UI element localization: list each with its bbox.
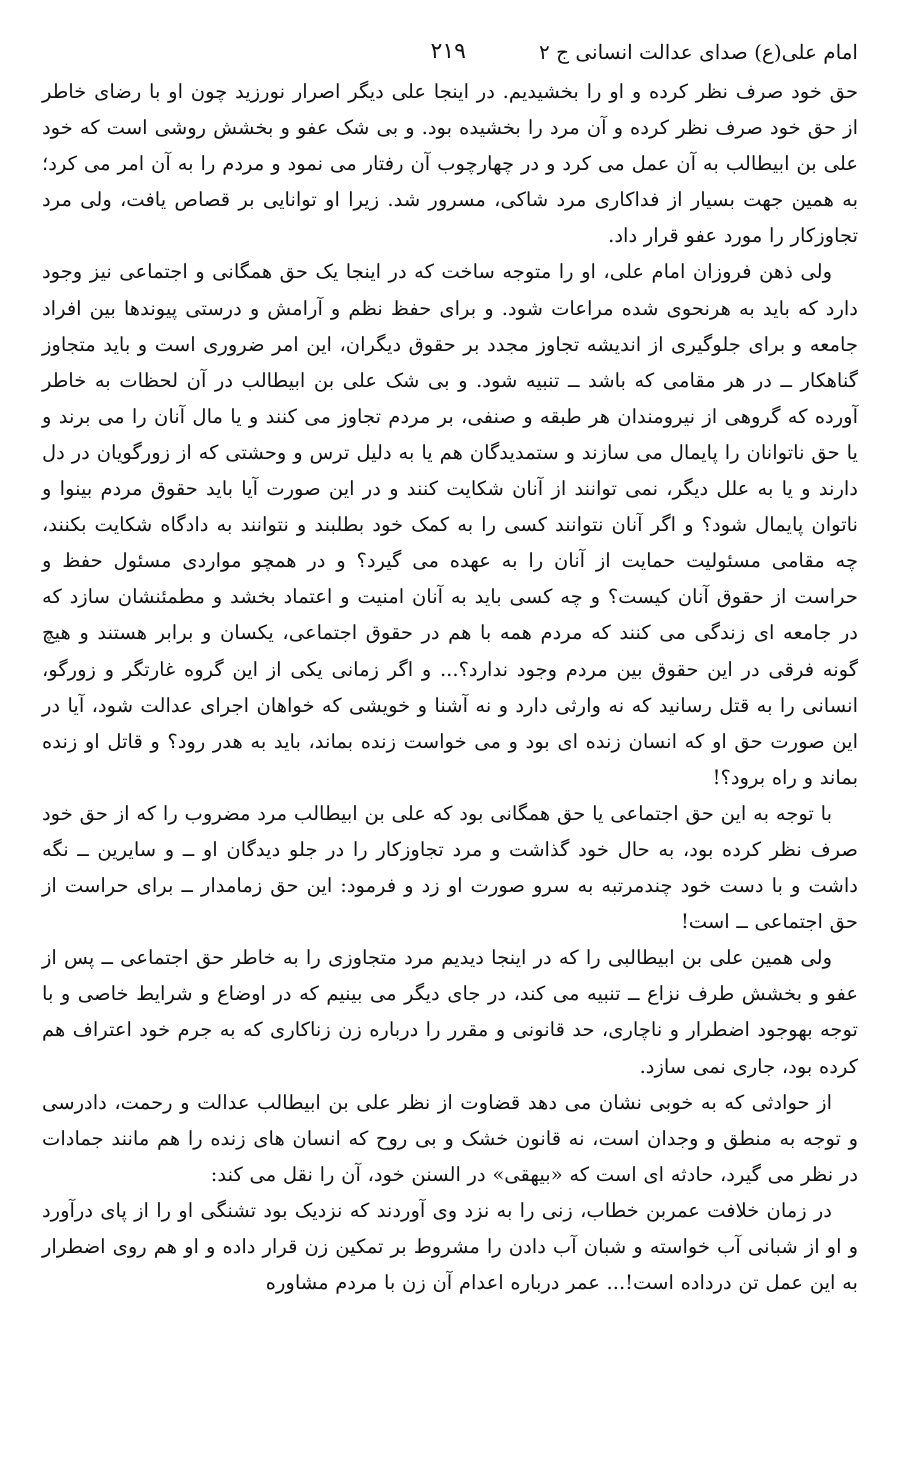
page-header bbox=[42, 30, 858, 74]
paragraph-2: ولی ذهن فروزان امام علی، او را متوجه ساخت که در اینجا یک حق همگانی و اجتماعی نیز وجود دارد که باید به هرنحوی شده مراعات شود. و برای حفظ نظم و آرامش و درستی پیوندها بین افراد جامعه و برای جلوگیری از اندیشه تجاوز مجدد بر حقوق دیگران، این امر ضروری است و باید متجاوز گناهکار ــ در هر مقامی که باشد ــ تنبیه شود. و بی شک علی بن ابیطالب در آن لحظات به خاطر آورده که گروهی از نیرومندان هر طبقه و صنفی، بر مردم تجاوز می کنند و یا مال آنان را می برند و یا حق ناتوانان را پایمال می سازند و ستمدیدگان هم یا به دلیل ترس و وحشتی که از زورگویان در دل دارند و یا به علل دیگر، نمی توانند از آنان شکایت کنند و در این صورت آیا باید حقوق مردم بینوا و ناتوان پایمال شود؟ و اگر آنان نتوانند کسی را به کمک خود بطلبند و نتوانند به دادگاه شکایت بکنند، چه مقامی مسئولیت حمایت از آنان را به عهده می گیرد؟ و در همچو مواردی مسئول حفظ و حراست از حقوق آنان کیست؟ و چه کسی باید به آنان امنیت و اعتماد بخشد و مطمئنشان سازد که در جامعه ای زندگی می کنند که مردم همه با هم در حقوق اجتماعی، یکسان و برابر هستند و هیچ گونه فرقی در این حقوق بین مردم وجود ندارد؟... و اگر زمانی یکی از این گروه غارتگر و زورگو، انسانی را به قتل رسانید که نه وارثی دارد و نه آشنا و خویشی که خواهان اجرای عدالت شود، آیا در این صورت حق او که انسان زنده ای بود و می خواست زنده بماند، باید به هدر رود؟ و قاتل او زنده بماند و راه برود؟! bbox=[42, 260, 858, 789]
paragraph-3: با توجه به این حق اجتماعی یا حق همگانی بود که علی بن ابیطالب مرد مضروب را که از حق خود صرف نظر کرده بود، به حال خود گذاشت و مرد تجاوزکار را در جلو دیدگان او ــ و سایرین ــ نگه داشت و با دست خود چندمرتبه به سرو صورت او زد و فرمود: این حق زمامدار ــ برای حراست از حق اجتماعی ــ است! bbox=[42, 801, 858, 934]
paragraph-1: حق خود صرف نظر کرده و او را بخشیدیم. در اینجا علی دیگر اصرار نورزید چون او با رضای خاطر از حق خود صرف نظر کرده و آن مرد را بخشیده بود. و بی شک عفو و بخشش روشی است که خود علی بن ابیطالب به آن عمل می کرد و در چهارچوب آن رفتار می نمود و مردم را به آن امر می کرد؛ به همین جهت بسیار از فداکاری مرد شاکی، مسرور شد. زیرا او توانایی بر قصاص یافت، ولی مرد تجاوزکار را مورد عفو قرار داد. bbox=[42, 80, 858, 248]
book-page bbox=[42, 30, 858, 1301]
paragraph-6: در زمان خلافت عمربن خطاب، زنی را به نزد وی آوردند که نزدیک بود تشنگی او را از پای درآورد و او از شبانی آب خواسته و شبان آب دادن را مشروط بر تمکین زن قرار داده و او هم روی اضطرار به این عمل تن درداده است!... عمر درباره اعدام آن زن با مردم مشاوره bbox=[42, 1198, 858, 1295]
paragraph-5: از حوادثی که به خوبی نشان می دهد قضاوت از نظر علی بن ابیطالب عدالت و رحمت، دادرسی و توجه به منطق و وجدان است، نه قانون خشک و بی روح که انسان های زنده را هم مانند جمادات در نظر می گیرد، حادثه ای است که «بیهقی» در السنن خود، آن را نقل می کند: bbox=[42, 1090, 858, 1186]
running-title: امام علی(ع) صدای عدالت انسانی ج ۲ bbox=[538, 40, 858, 64]
paragraph-4: ولی همین علی بن ابیطالبی را که در اینجا دیدیم مرد متجاوزی را به خاطر حق اجتماعی ــ پس از عفو و بخشش طرف نزاع ــ تنبیه می کند، در جای دیگر می بینیم که در اوضاع و شرایط خاصی و با توجه بهوجود اضطرار و ناچاری، حد قانونی و مقرر را درباره زن زناکاری که به جرم خود اعتراف هم کرده بود، جاری نمی سازد. bbox=[42, 946, 858, 1078]
page-body bbox=[42, 74, 858, 1301]
page-number: ۲۱۹ bbox=[430, 39, 466, 64]
